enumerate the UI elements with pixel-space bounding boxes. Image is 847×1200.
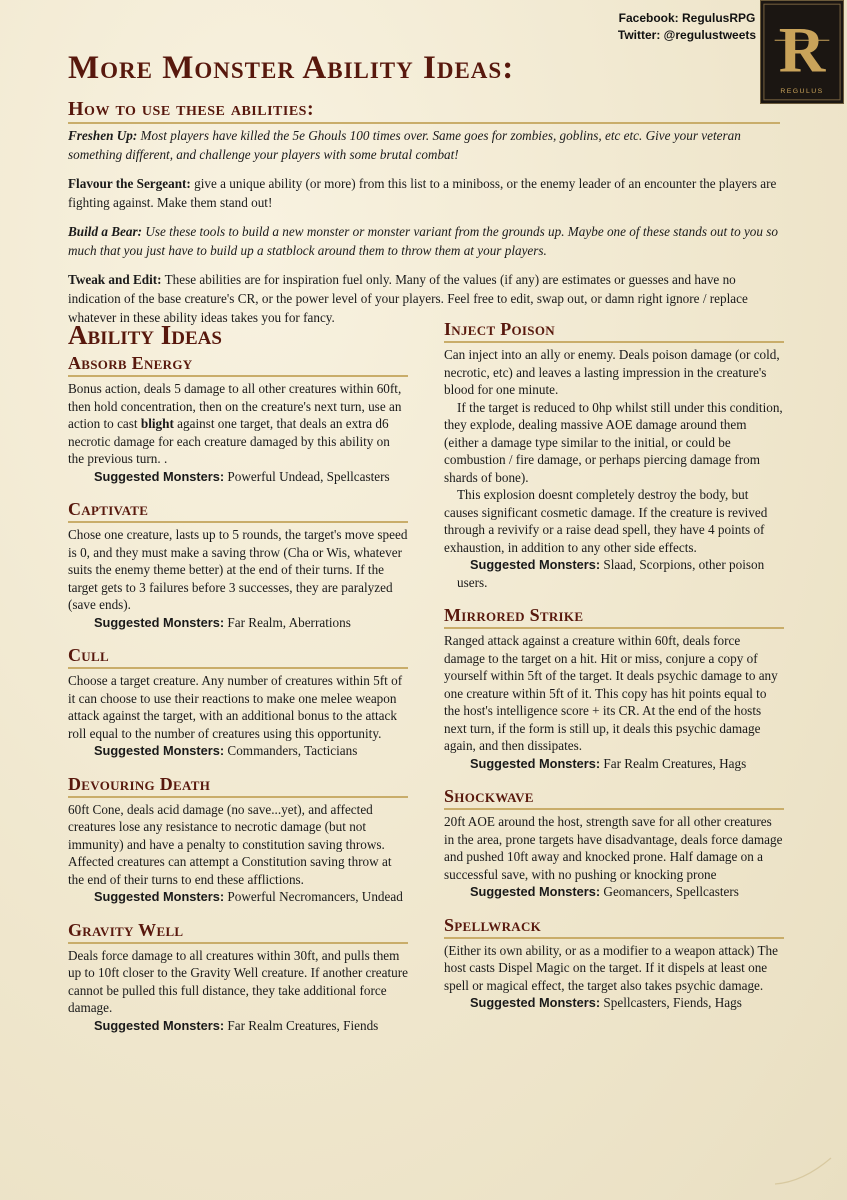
suggested-monsters [444,883,784,901]
suggested-label: Suggested Monsters: [94,743,225,758]
ability-description [68,380,408,468]
suggested-label: Suggested Monsters: [470,557,601,572]
ability-description: 60ft Cone, deals acid damage (no save...yet), and affected creatures lose any resistance to necrotic damage (but not immunity) and have a penalty to constitution saving throws. Affected creatures can attempt a Constitution saving throw at the end of their turns to end these afflictions. [68,801,392,887]
how-to-heading: How to use these abilities: [68,98,780,124]
intro-label: Freshen Up: [68,128,138,143]
suggested-list: Geomancers, Spellcasters [600,884,739,899]
ability-devouring-death [68,773,408,906]
how-to-section [68,126,783,337]
ability-title: Shockwave [444,785,784,810]
twitter-handle[interactable]: Twitter: @regulustweets [617,28,757,42]
ability-mirrored-strike [444,604,784,772]
ability-description: (Either its own ability, or as a modifier to a weapon attack) The host casts Dispel Magic on the target. If it dispels at least one spell or magical effect, the target also takes psychic damage. [444,942,778,993]
facebook-handle[interactable]: Facebook: RegulusRPG [618,11,756,25]
ability-text: Bonus action, deals 5 damage to all other creatures within 60ft, then hold concentration, then on the creature's next turn, use an action to cast [68,381,402,431]
ability-title: Absorb Energy [68,352,408,377]
suggested-list: Commanders, Tacticians [224,743,358,758]
suggested-list: Far Realm Creatures, Hags [600,755,747,771]
logo-letter: R [778,14,826,86]
corner-flourish-icon [773,1156,833,1186]
suggested-list: Far Realm Creatures, Fiends [224,1017,379,1033]
suggested-monsters [444,994,784,1012]
suggested-list: Powerful Necromancers, Undead [224,889,403,904]
intro-label: Build a Bear: [68,224,143,239]
intro-text: Most players have killed the 5e Ghouls 100 times over. Same goes for zombies, goblins, etc etc. Give your veteran something different, and challenge your players with some brutal combat! [68,128,741,162]
ability-cull [68,644,408,760]
ability-title: Cull [68,644,408,669]
ability-shockwave [444,785,784,901]
ability-description: Deals force damage to all creatures within 30ft, and pulls them up to 10ft closer to the Gravity Well creature. If another creature cannot be pulled this full distance, they take additional force damage. [68,947,408,1015]
suggested-monsters [68,742,408,760]
ability-description: If the target is reduced to 0hp whilst still under this condition, they explode, dealing massive AOE damage around them (either a damage type similar to the initial, or could be combustion / fire damage, or perhaps piercing damage from shards of bone). [444,399,783,485]
suggested-list: Far Realm, Aberrations [224,614,351,630]
regulus-logo-icon [760,0,844,104]
ability-title: Devouring Death [68,773,408,798]
ability-description: Can inject into an ally or enemy. Deals poison damage (or cold, necrotic, etc) and leaves a lasting impression in the creature's blood for one minute. [444,347,780,397]
logo-text: REGULUS [780,87,824,95]
suggested-label: Suggested Monsters: [94,889,225,904]
intro-label: Tweak and Edit: [68,272,162,287]
suggested-label: Suggested Monsters: [94,468,225,484]
suggested-monsters [444,755,784,773]
suggested-list: Spellcasters, Fiends, Hags [600,995,742,1010]
suggested-monsters [68,1017,408,1035]
intro-text: These abilities are for inspiration fuel only. Many of the values (if any) are estimates or guesses and have no indication of the base creature's CR, or the power level of your players. Feel free to edit, swap out, or damn right ignore / replace whatever in these ability ideas takes you for fancy. [68,272,748,325]
suggested-monsters [444,556,784,591]
spell-name: blight [140,416,174,431]
right-column [444,318,784,1025]
intro-text: give a unique ability (or more) from this list to a miniboss, or the enemy leader of an encounter the players are fighting against. Make them stand out! [68,176,777,210]
intro-text: Use these tools to build a new monster or monster variant from the grounds up. Maybe one of these stands out to you so much that you just have to build up a statblock around them to throw them at your players. [68,224,779,258]
ability-title: Mirrored Strike [444,604,784,629]
intro-label: Flavour the Sergeant: [68,176,191,191]
social-links [612,10,762,44]
suggested-label: Suggested Monsters: [470,755,601,771]
ability-ideas-heading: Ability Ideas [68,320,222,350]
ability-description: 20ft AOE around the host, strength save for all other creatures in the area, prone targets have disadvantage, deals force damage and pushed 10ft away and knocked prone. Half damage on a successful save, with no pushing or knocking prone [444,814,783,882]
page-title: More Monster Ability Ideas: [68,50,515,86]
intro-flavour-sergeant [68,174,783,212]
ability-gravity-well [68,919,408,1035]
left-column [68,318,408,1047]
ability-title: Inject Poison [444,318,784,343]
suggested-list: Powerful Undead, Spellcasters [224,468,390,484]
ability-description: Choose a target creature. Any number of creatures within 5ft of it can choose to use their reactions to make one melee weapon attack against the target, with an additional bonus to the attack roll equal to the number of creatures using this opportunity. [68,673,403,741]
suggested-list: Slaad, Scorpions, other poison users. [457,557,765,590]
ability-description: Chose one creature, lasts up to 5 rounds, the target's move speed is 0, and they must make a saving throw (Cha or Wis, whatever suits the enemy theme better) at the end of their turns. If the target gets to 3 failures before 3 successes, they are paralyzed (save ends). [68,527,408,612]
ability-title: Captivate [68,498,408,523]
intro-freshen-up [68,126,783,164]
ability-title: Gravity Well [68,919,408,944]
suggested-label: Suggested Monsters: [470,884,601,899]
ability-description: This explosion doesnt completely destroy the body, but causes significant cosmetic damage. If the creature is revived through a revivify or a raise dead spell, they have 4 points of exhaustion, in addition to any other side effects. [444,487,768,555]
suggested-label: Suggested Monsters: [94,1017,225,1033]
ability-spellwrack [444,914,784,1012]
ability-captivate [68,498,408,631]
suggested-monsters [68,614,408,632]
logo-graphic [761,1,843,103]
ability-inject-poison [444,318,784,591]
suggested-monsters [68,468,408,486]
suggested-label: Suggested Monsters: [94,614,225,630]
ability-description: Ranged attack against a creature within 60ft, deals force damage to the target on a hit. Hit or miss, conjure a copy of yourself within 5ft of the target. It deals psychic damage to any one creature within 5ft of it. This copy has hit points equal to the host's intelligence score + its CR. At the end of the hosts next turn, if the form is still up, it deals this psychic damage again, and then dissipates. [444,633,778,753]
ability-absorb-energy [68,352,408,485]
suggested-label: Suggested Monsters: [470,995,601,1010]
suggested-monsters [68,888,408,906]
intro-build-a-bear [68,222,783,260]
ability-title: Spellwrack [444,914,784,939]
ability-text: against one target, that deals an extra d6 necrotic damage for each creature damaged by this ability on the previous turn. . [68,416,390,466]
